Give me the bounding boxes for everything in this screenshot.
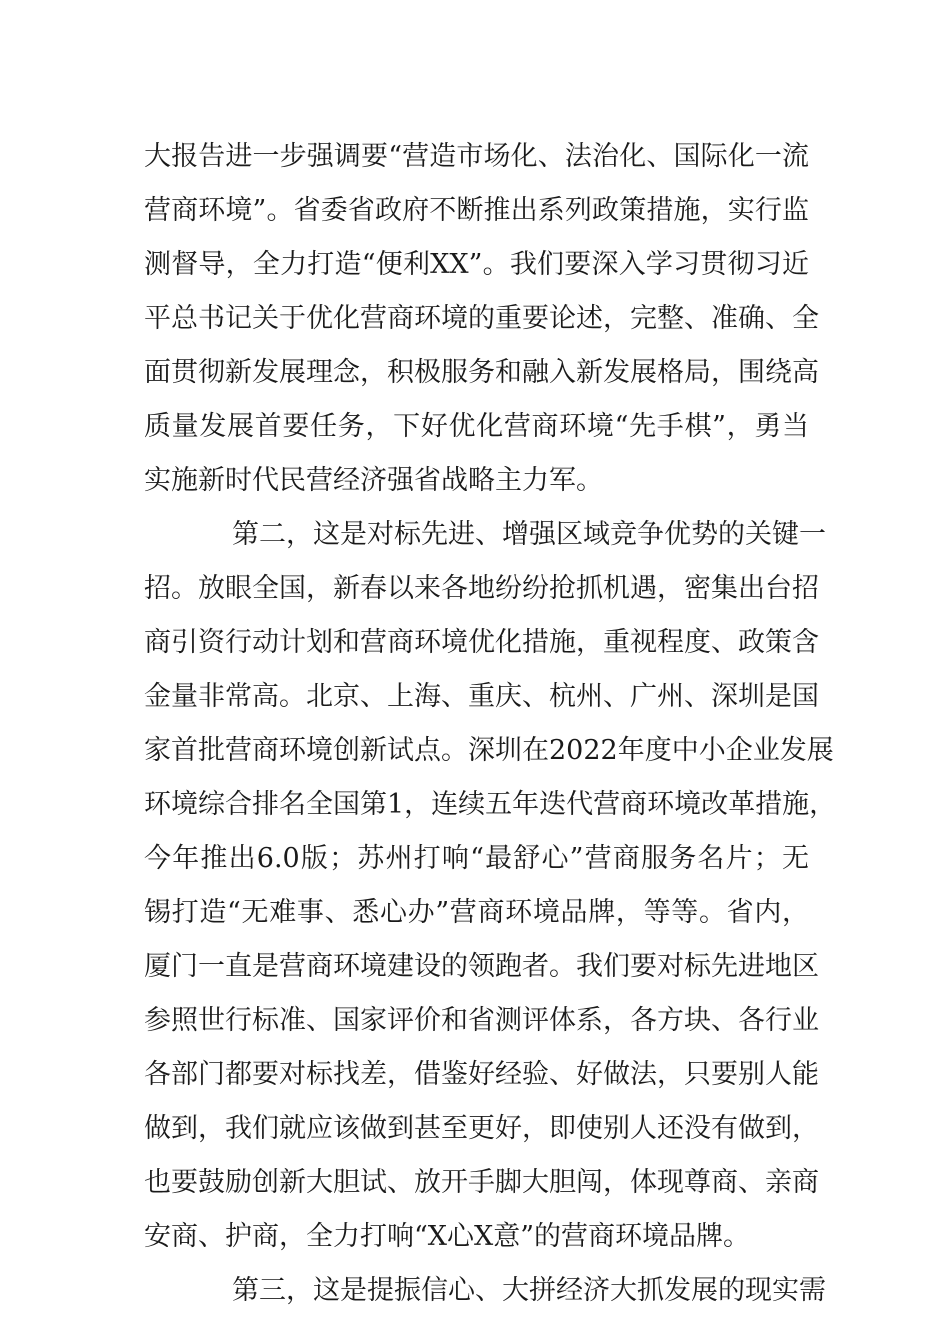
document-body [144,130,837,1318]
text-line: 也要鼓励创新大胆试、放开手脚大胆闯，体现尊商、亲商 [144,1167,819,1198]
text-line: 各部门都要对标找差，借鉴好经验、好做法，只要别人能 [144,1059,819,1090]
text-line: 实施新时代民营经济强省战略主力军。 [144,465,603,496]
text-line: 平总书记关于优化营商环境的重要论述，完整、准确、全 [144,303,819,334]
text-line: 金量非常高。北京、上海、重庆、杭州、广州、深圳是国 [144,681,819,712]
text-line: 质量发展首要任务，下好优化营商环境“先手棋”，勇当 [144,411,809,442]
text-line: 厦门一直是营商环境建设的领跑者。我们要对标先进地区 [144,951,819,982]
text-line: 参照世行标准、国家评价和省测评体系，各方块、各行业 [144,1005,819,1036]
text-line: 家首批营商环境创新试点。深圳在2022年度中小企业发展 [144,735,834,766]
text-line: 测督导，全力打造“便利XX”。我们要深入学习贯彻习近 [144,249,809,280]
text-line: 大报告进一步强调要“营造市场化、法治化、国际化一流 [144,141,809,172]
text-line: 锡打造“无难事、悉心办”营商环境品牌，等等。省内， [144,897,809,928]
paragraph-2 [144,508,837,1264]
text-line: 今年推出6.0版；苏州打响“最舒心”营商服务名片；无 [144,843,809,874]
paragraph-1 [144,130,819,508]
text-line: 第二，这是对标先进、增强区域竞争优势的关键一 [232,519,826,550]
text-line: 安商、护商，全力打响“X心X意”的营商环境品牌。 [144,1221,751,1252]
text-line: 面贯彻新发展理念，积极服务和融入新发展格局，围绕高 [144,357,819,388]
paragraph-3 [144,1264,826,1318]
text-line: 招。放眼全国，新春以来各地纷纷抢抓机遇，密集出台招 [144,573,819,604]
text-line: 环境综合排名全国第1，连续五年迭代营商环境改革措施， [144,789,837,820]
text-line: 第三，这是提振信心、大拼经济大抓发展的现实需 [232,1275,826,1306]
text-line: 商引资行动计划和营商环境优化措施，重视程度、政策含 [144,627,819,658]
text-line: 营商环境”。省委省政府不断推出系列政策措施，实行监 [144,195,809,226]
text-line: 做到，我们就应该做到甚至更好，即使别人还没有做到， [144,1113,819,1144]
